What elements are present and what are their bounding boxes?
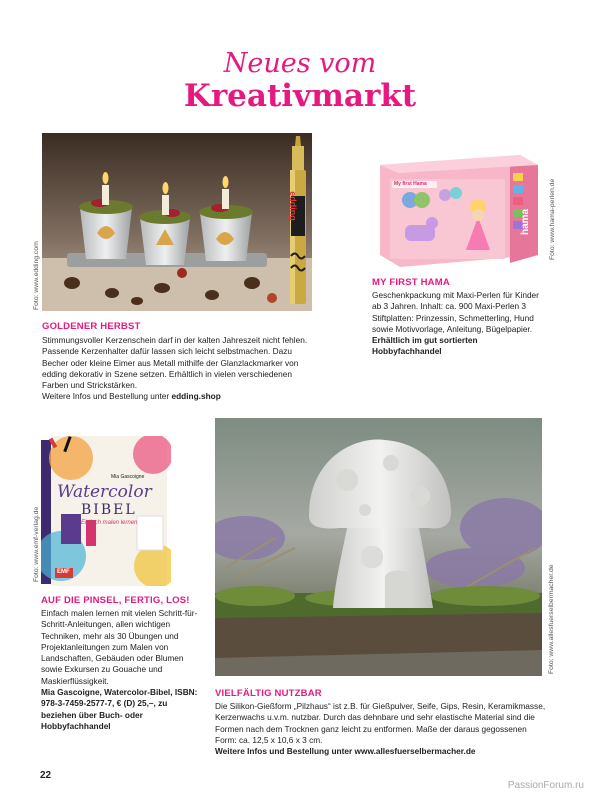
hama-heading: MY FIRST HAMA: [372, 277, 450, 288]
watermark: PassionForum.ru: [507, 780, 584, 791]
nutzbar-body: Die Silikon-Gießform „Pilzhaus“ ist z.B. für Gießpulver, Seife, Gips, Resin, Keramikmasse, Kerzenwachs u.v.m. nutzbar. Durch das dehnbare und sehr elastische Material sind die Formen nach dem Trocknen ganz leicht zu entformen. Maße der daraus gegossenen Form: ca. 12,5 x 10,6 x 3 cm.: [215, 701, 546, 745]
paint-marker-image: [285, 136, 311, 306]
pinsel-book-info: Mia Gascoigne, Watercolor-Bibel, ISBN: 978-3-7459-2577-7, € (D) 25,–, zu beziehen über Buch- oder Hobbyfachhandel: [41, 687, 198, 731]
hama-box-photo: [370, 155, 542, 270]
herbst-body: Stimmungsvoller Kerzenschein darf in der kalten Jahreszeit nicht fehlen. Passende Kerzenhalter dafür lassen sich leicht selbstmachen. Dazu Becher oder kleine Eimer aus Metall mithilfe der Glanzlackmarker von edding dekorativ in Szene setzen. Erhältlich in vielen verschiedenen Farben und Strickstärken.: [42, 335, 308, 391]
marker-brand-label: edding: [288, 191, 298, 221]
herbst-more-prefix: Weitere Infos und Bestellung unter: [42, 391, 172, 402]
cover-title-1: Watercolor: [57, 482, 152, 502]
candles-photo: [42, 133, 312, 311]
herbst-heading: GOLDENER HERBST: [42, 321, 141, 332]
allesfuerselbermacher-link[interactable]: www.allesfuerselbermacher.de: [354, 746, 476, 757]
hama-box-brand: hama: [520, 208, 531, 235]
hama-photo-credit: Foto: www.hama-perlen.de: [549, 178, 556, 260]
mushroom-house-photo: [215, 418, 542, 676]
watercolor-book-cover: [41, 436, 171, 586]
hama-box-title: My first Hama: [394, 181, 427, 187]
page-title: Kreativmarkt: [183, 78, 417, 114]
nutzbar-photo-credit: Foto: www.allesfuerselbermacher.de: [548, 564, 555, 674]
pinsel-photo-credit: Foto: www.emf-verlag.de: [33, 506, 40, 582]
cover-title-2: BIBEL: [81, 502, 137, 518]
pinsel-body: Einfach malen lernen mit vielen Schritt-für-Schritt-Anleitungen, allen wichtigen Techniken, mehr als 30 Übungen und Projektanleitungen zum Malen von Landschaften, Gebäuden oder Blumen sowie Exkursen zu Gouache und Maskierflüssigkeit.: [41, 608, 198, 686]
hama-availability: Erhältlich im gut sortierten Hobbyfachhandel: [372, 335, 478, 357]
hama-body: Geschenkpackung mit Maxi-Perlen für Kinder ab 3 Jahren. Inhalt: ca. 900 Maxi-Perlen 3 Stiftplatten: Prinzessin, Schmetterling, Hund sowie Motivvorlage, Anleitung, Bügelpapier.: [372, 290, 539, 334]
pinsel-heading: AUF DIE PINSEL, FERTIG, LOS!: [41, 595, 190, 606]
nutzbar-more-prefix: Weitere Infos und Bestellung unter: [215, 746, 355, 757]
herbst-photo-credit: Foto: www.edding.com: [33, 241, 40, 310]
page-number: 22: [40, 770, 52, 781]
nutzbar-heading: VIELFÄLTIG NUTZBAR: [215, 688, 322, 699]
cover-author: Mia Gascoigne: [111, 474, 145, 480]
header-kicker: Neues vom: [223, 48, 377, 79]
edding-shop-link[interactable]: edding.shop: [171, 391, 221, 402]
cover-publisher: EMF: [57, 569, 70, 575]
cover-subtitle: Einfach malen lernen: [81, 520, 138, 526]
